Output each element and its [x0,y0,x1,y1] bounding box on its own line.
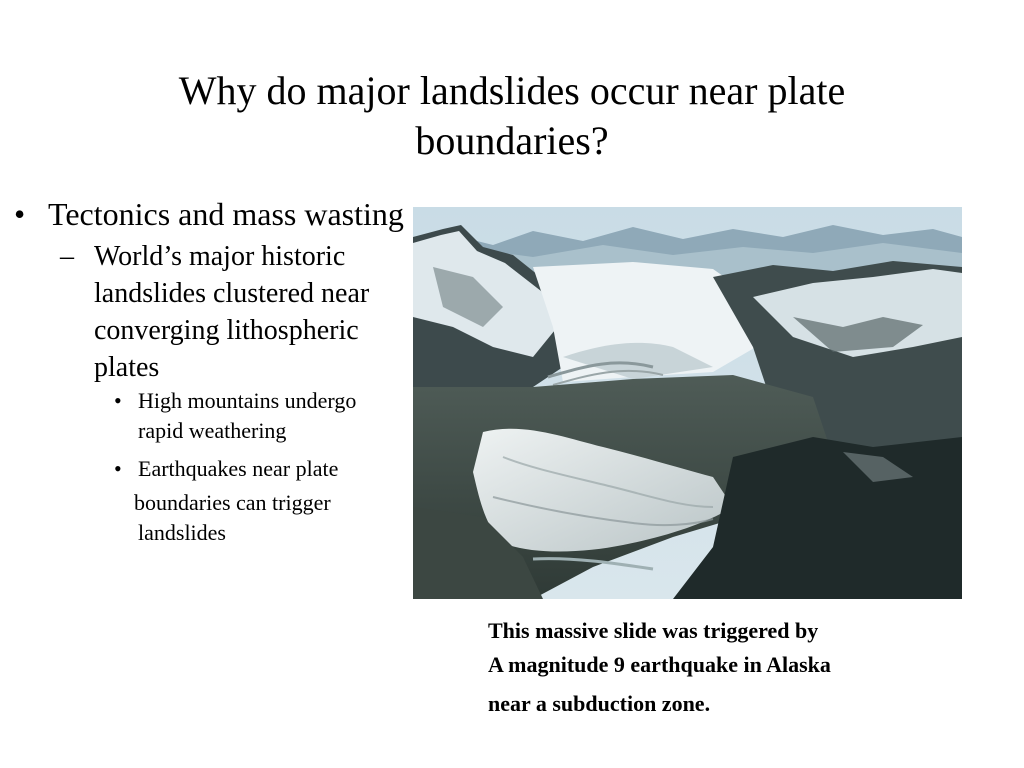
bullet-level-1 [14,194,406,234]
bullet-level-3 [14,386,406,446]
bullet-continuation [14,488,406,548]
bullet-marker: • [14,196,26,232]
continuation-line-1: boundaries can trigger [134,490,331,515]
photo-caption [488,614,958,721]
continuation-line-2: landslides [138,520,226,545]
caption-line-2: A magnitude 9 earthquake in Alaska [488,652,831,677]
bullet-level-2 [14,238,406,386]
bullet-marker: • [114,388,122,413]
bullet-text: Earthquakes near plate [138,456,339,481]
caption-line-3: near a subduction zone. [488,691,711,716]
bullet-list [14,194,406,548]
dash-marker: – [60,241,74,272]
title-line-2: boundaries? [415,118,609,163]
caption-line-1: This massive slide was triggered by [488,618,819,643]
bullet-marker: • [114,456,122,481]
glacier-landslide-photo [413,207,962,599]
slide-title [60,66,964,166]
bullet-level-3 [14,454,406,484]
bullet-text: High mountains undergo rapid weathering [138,388,357,443]
bullet-text: World’s major historic landslides clustered near converging lithospheric plates [94,241,370,383]
bullet-text: Tectonics and mass wasting [48,196,404,232]
title-line-1: Why do major landslides occur near plate [178,68,846,113]
